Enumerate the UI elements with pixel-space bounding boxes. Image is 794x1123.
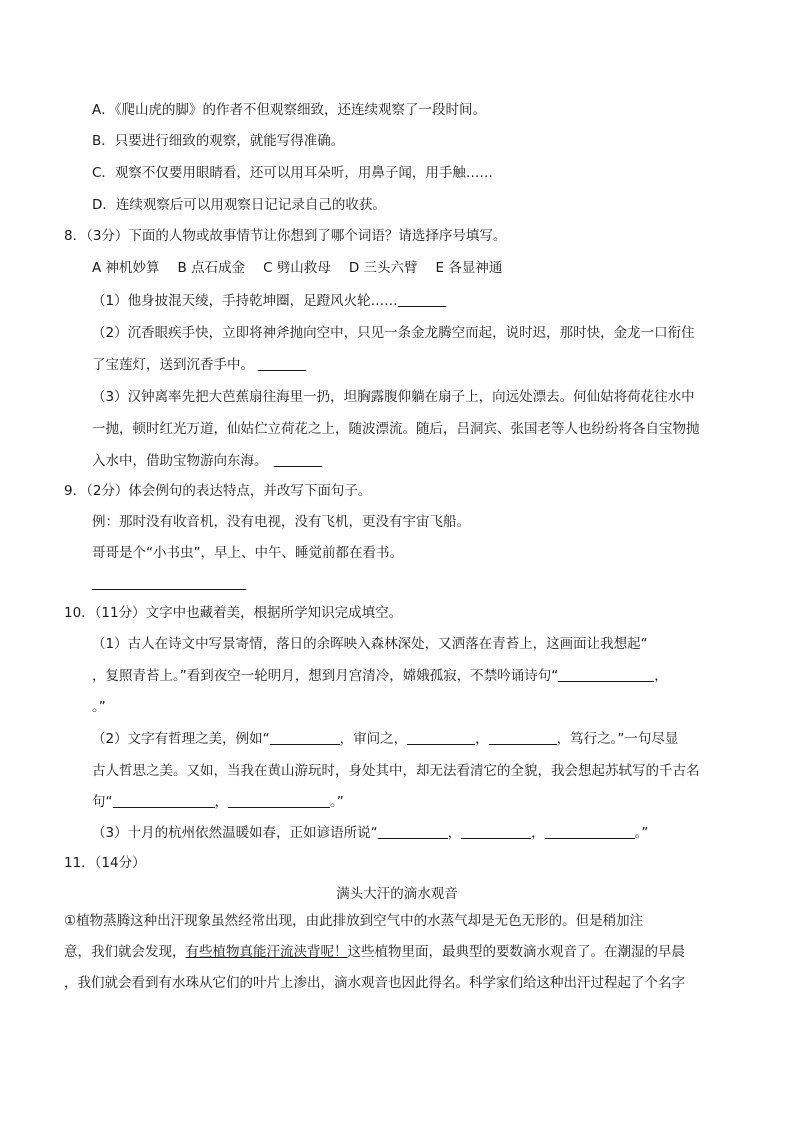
q10-part-2-blank-1[interactable]	[270, 730, 340, 745]
q10-part-2-text-d: ，笃行之。”一句尽显	[556, 731, 679, 747]
q10-part-2-text-g: 。”	[330, 794, 344, 810]
q10-part-3-blank-2[interactable]	[461, 824, 531, 839]
q10-part-1-line-1: （1）古人在诗文中写景寄情，落日的余晖映入森林深处，又洒落在青苔上，这画面让我想起“	[92, 636, 648, 652]
q10-part-2-text-c: ，	[475, 731, 489, 747]
q10-part-1-line-2	[92, 666, 668, 686]
q10-part-2-text-e: 句“	[92, 794, 113, 810]
q9-sentence: 哥哥是个“小书虫”，早上、中午、睡觉前都在看书。	[92, 545, 403, 561]
q11-paragraph-1-line-2	[64, 942, 685, 962]
q8-stem: 8．（3分）下面的人物或故事情节让你想到了哪个词语？请选择序号填写。	[64, 228, 507, 244]
q10-part-2-text-a: （2）文字有哲理之美，例如“	[92, 731, 270, 747]
q8-choice-e: E 各显神通	[435, 260, 503, 276]
q8-item-1	[92, 291, 446, 311]
q8-item-3-line-1: （3）汉钟离率先把大芭蕉扇往海里一扔，坦胸露腹仰躺在扇子上，向远处漂去。何仙姑将荷花往水中	[92, 389, 695, 405]
q8-item-2-line-2	[92, 355, 306, 375]
q10-part-3-text-d: 。”	[634, 825, 649, 841]
q8-item-2-line-1: （2）沉香眼疾手快，立即将神斧抛向空中，只见一条金龙腾空而起，说时迟，那时快，金龙一口衔住	[92, 325, 695, 341]
q11-text-a: 意，我们就会发现，	[64, 944, 186, 960]
q9-example: 例：那时没有收音机，没有电视，没有飞机，更没有宇宙飞船。	[92, 514, 470, 530]
q10-part-3-text-a: （3）十月的杭州依然温暖如春，正如谚语所说“	[92, 825, 378, 841]
q8-item-3-line-2: 一抛，顿时红光万道，仙姑伫立荷花之上，随波漂流。随后，吕洞宾、张国老等人也纷纷将各自宝物抛	[92, 421, 700, 437]
q10-part-2-text-f: ，	[214, 794, 228, 810]
q8-item-1-text: （1）他身披混天绫，手持乾坤圈，足蹬风火轮……	[92, 293, 398, 309]
q10-part-2-blank-5[interactable]	[228, 793, 330, 808]
q9-answer-blank[interactable]	[92, 575, 246, 590]
q8-choice-d: D 三头六臂	[348, 260, 418, 276]
q8-item-3-text: 入水中，借助宝物游向东海。	[92, 453, 268, 469]
q10-part-1-text: ，复照青苔上。”看到夜空一轮明月，想到月宫清冷，嫦娥孤寂，不禁吟诵诗句“	[92, 668, 559, 684]
q11-text-c: 这些植物里面，最典型的要数滴水观音了。在潮湿的早晨	[347, 944, 685, 960]
q11-stem: 11．（14分）	[64, 855, 146, 871]
q10-part-2-blank-2[interactable]	[407, 730, 475, 745]
q11-passage-title: 满头大汗的滴水观音	[336, 886, 458, 902]
q10-part-2-text-b: ，审问之，	[339, 731, 408, 747]
q11-paragraph-1-line-3: ，我们就会看到有水珠从它们的叶片上渗出，滴水观音也因此得名。科学家们给这种出汗过程起了个名字	[64, 975, 685, 991]
q8-item-1-blank[interactable]	[398, 292, 446, 307]
q10-part-2-line-3	[92, 792, 344, 812]
q7-option-d: D．连续观察后可以用观察日记记录自己的收获。	[92, 197, 386, 213]
q11-underlined-sentence: 有些植物真能汗流浃背呢！	[185, 944, 348, 960]
q10-stem: 10．（11分）文字中也藏着美，根据所学知识完成填空。	[64, 605, 403, 621]
q10-part-3-text-b: ，	[447, 825, 462, 841]
q10-part-2-line-1	[92, 729, 678, 749]
q10-part-3-blank-1[interactable]	[378, 824, 448, 839]
q10-part-2-line-2: 古人哲思之美。又如，当我在黄山游玩时，身处其中，却无法看清它的全貌，我会想起苏轼写的千古名	[92, 763, 700, 779]
q9-stem: 9．（2分）体会例句的表达特点，并改写下面句子。	[64, 483, 372, 499]
q10-part-2-blank-3[interactable]	[489, 730, 557, 745]
q10-part-3-line	[92, 823, 648, 843]
q7-option-b: B．只要进行细致的观察，就能写得准确。	[92, 133, 345, 149]
q10-part-1-blank-1[interactable]	[558, 667, 654, 682]
q8-choice-b: B 点石成金	[177, 260, 246, 276]
q8-choices	[92, 258, 502, 278]
q11-paragraph-1-line-1: ①植物蒸腾这种出汗现象虽然经常出现，由此排放到空气中的水蒸气却是无色无形的。但是稍加注	[64, 913, 644, 929]
q10-part-3-blank-3[interactable]	[545, 824, 635, 839]
q8-item-3-line-3	[92, 451, 322, 471]
q8-choice-c: C 劈山救母	[263, 260, 331, 276]
q10-part-3-text-c: ，	[531, 825, 545, 841]
q8-item-3-blank[interactable]	[274, 452, 322, 467]
q8-item-2-text: 了宝莲灯，送到沉香手中。	[92, 357, 254, 373]
q10-part-1-comma: ，	[654, 668, 668, 684]
q8-item-2-blank[interactable]	[258, 356, 306, 371]
q7-option-a: A．《爬山虎的脚》的作者不但观察细致，还连续观察了一段时间。	[92, 102, 486, 118]
q10-part-2-blank-4[interactable]	[113, 793, 215, 808]
q10-part-1-line-3: 。”	[92, 699, 106, 715]
q8-choice-a: A 神机妙算	[92, 260, 160, 276]
q9-answer-line[interactable]	[92, 574, 246, 594]
q7-option-c: C．观察不仅要用眼睛看，还可以用耳朵听，用鼻子闻，用手触……	[92, 165, 493, 181]
